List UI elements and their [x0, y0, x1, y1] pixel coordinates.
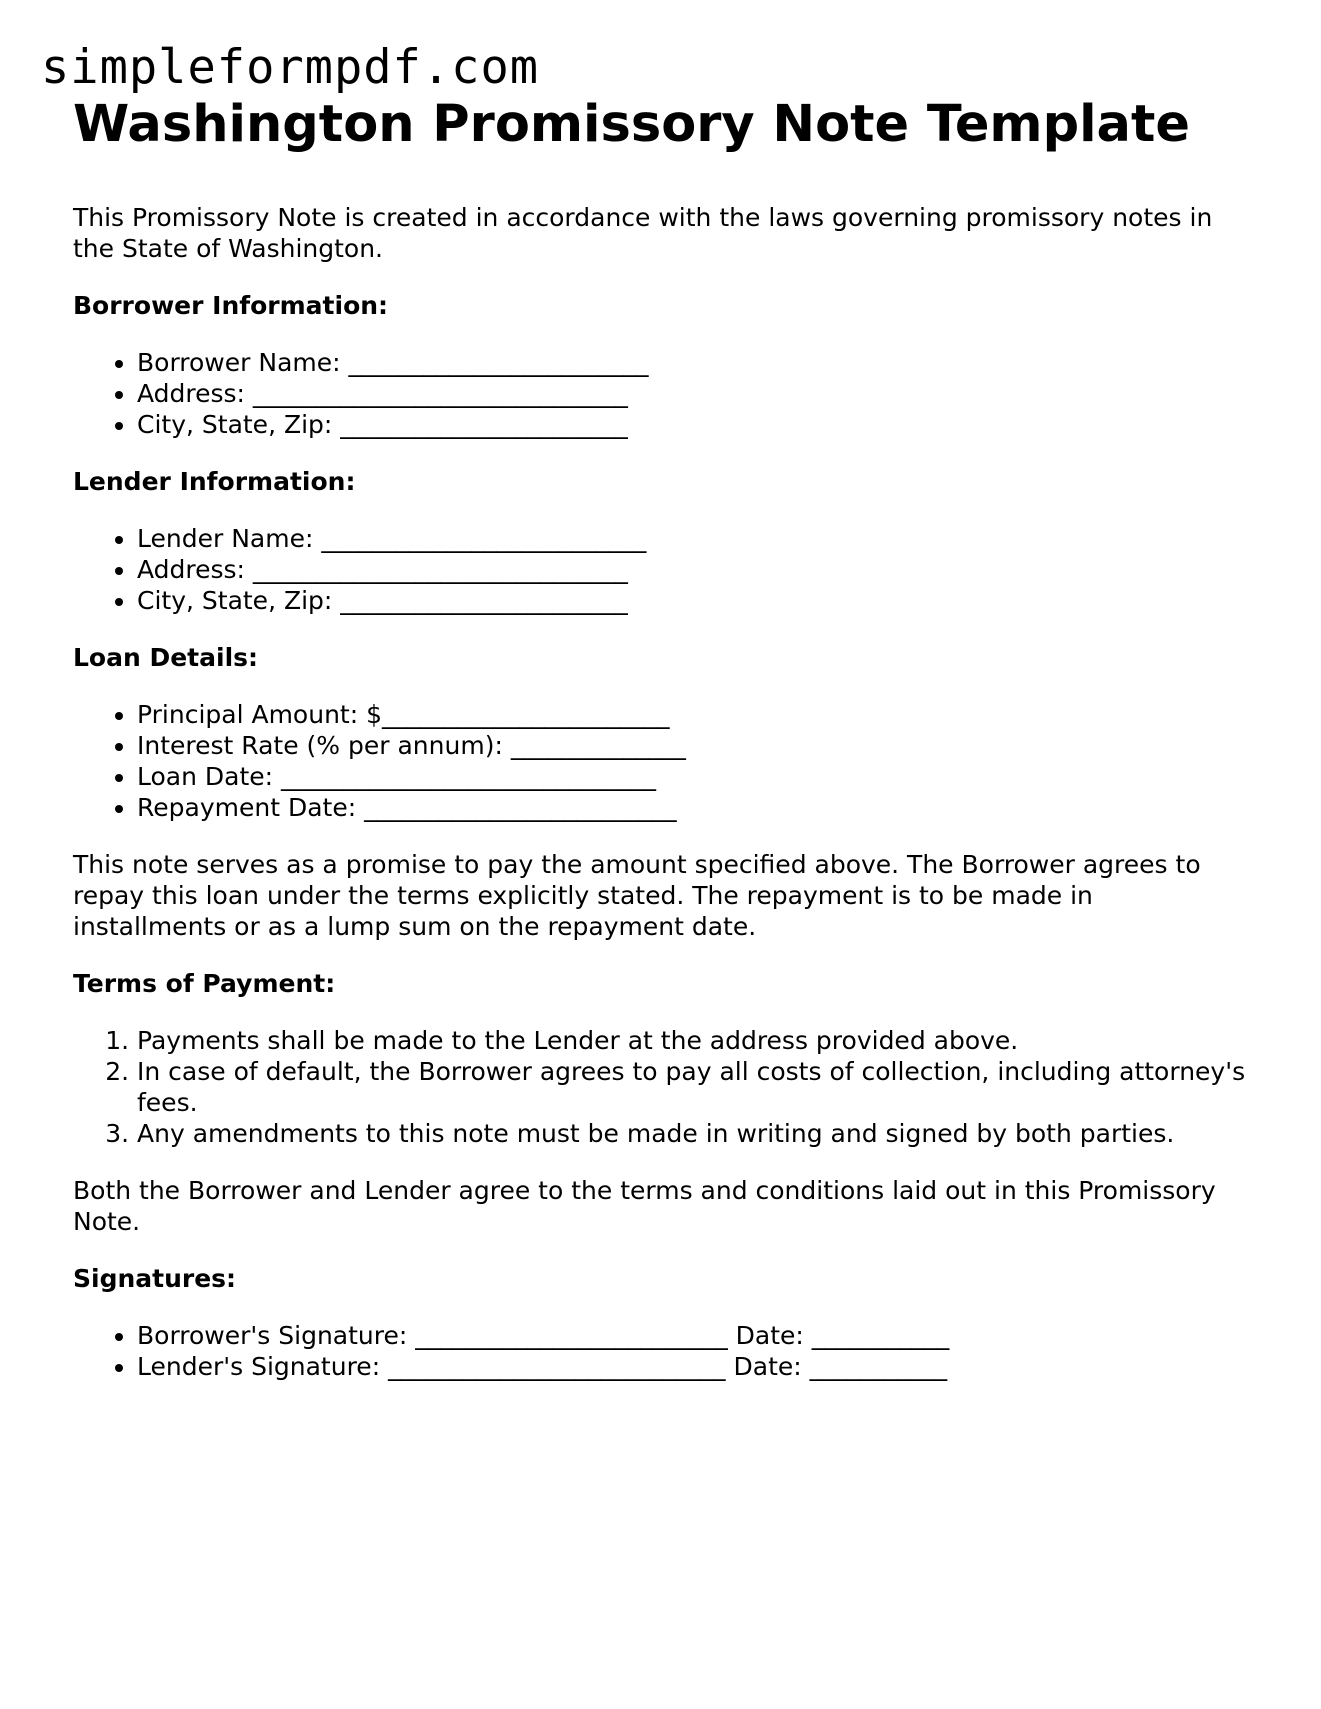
agreement-paragraph: Both the Borrower and Lender agree to the terms and conditions laid out in this Promissory Note. [73, 1176, 1216, 1236]
lender-heading: Lender Information: [73, 467, 356, 496]
terms-item: 2. In case of default, the Borrower agrees to pay all costs of collection, including attorney's fees. [137, 1056, 1253, 1118]
document-title: Washington Promissory Note Template [73, 95, 1190, 154]
document-body [73, 92, 1253, 1408]
borrower-address-field: • Address: ______________________________ [137, 378, 1253, 409]
borrower-city-state-zip-field: • City, State, Zip: _______________________ [137, 409, 1253, 440]
intro-paragraph: This Promissory Note is created in accordance with the laws governing promissory notes in the State of Washington. [73, 203, 1213, 263]
lender-address-field: • Address: ______________________________ [137, 554, 1253, 585]
terms-heading: Terms of Payment: [73, 969, 336, 998]
terms-item: 3. Any amendments to this note must be made in writing and signed by both parties. [137, 1118, 1253, 1149]
borrower-list [73, 347, 1253, 440]
borrower-signature-field: • Borrower's Signature: _________________________ Date: ___________ [137, 1320, 1253, 1351]
principal-amount-field: • Principal Amount: $_______________________ [137, 699, 1253, 730]
terms-item: 1. Payments shall be made to the Lender at the address provided above. [137, 1025, 1253, 1056]
terms-list [73, 1025, 1253, 1149]
loan-details-heading: Loan Details: [73, 643, 259, 672]
loan-date-field: • Loan Date: ______________________________ [137, 761, 1253, 792]
signatures-heading: Signatures: [73, 1264, 237, 1293]
lender-signature-field: • Lender's Signature: ___________________________ Date: ___________ [137, 1351, 1253, 1382]
repayment-date-field: • Repayment Date: _________________________ [137, 792, 1253, 823]
borrower-name-field: • Borrower Name: ________________________ [137, 347, 1253, 378]
loan-details-list [73, 699, 1253, 823]
signatures-list [73, 1320, 1253, 1382]
interest-rate-field: • Interest Rate (% per annum): ______________ [137, 730, 1253, 761]
lender-city-state-zip-field: • City, State, Zip: _______________________ [137, 585, 1253, 616]
site-watermark: simpleformpdf.com [41, 40, 540, 95]
borrower-heading: Borrower Information: [73, 291, 389, 320]
lender-list [73, 523, 1253, 616]
promise-paragraph: This note serves as a promise to pay the amount specified above. The Borrower agrees to repay this loan under the terms explicitly stated. The repayment is to be made in installments or as a lump sum on the repayment date. [73, 850, 1201, 941]
lender-name-field: • Lender Name: __________________________ [137, 523, 1253, 554]
